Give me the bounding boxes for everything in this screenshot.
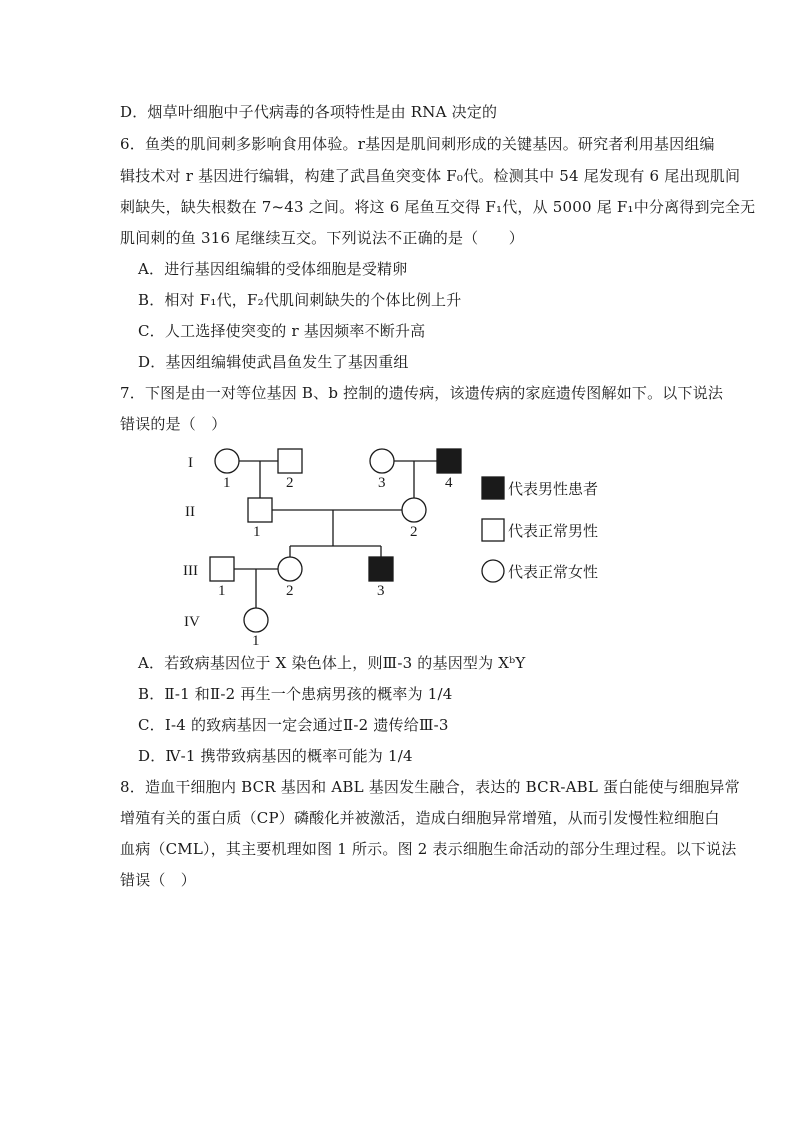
question6-stem-line1: 6．鱼类的肌间刺多影响食用体验。r基因是肌间刺形成的关键基因。研究者利用基因组编: [120, 135, 715, 153]
individual-II-1-male: [248, 498, 272, 522]
individual-IV-1-female: [244, 608, 268, 632]
legend-normal-male-label: 代表正常男性: [508, 522, 599, 540]
generation-label-I: I: [188, 455, 193, 471]
question7-stem-line1: 7．下图是由一对等位基因 B、b 控制的遗传病，该遗传病的家庭遗传图解如下。以下说法: [120, 384, 724, 402]
question8-stem-line4: 错误（ ）: [120, 871, 197, 889]
legend-normal-male-symbol: [482, 519, 504, 541]
question8-stem-line1: 8．造血干细胞内 BCR 基因和 ABL 基因发生融合，表达的 BCR-ABL 蛋白能使与细胞异常: [120, 778, 740, 796]
legend-affected-male-symbol: [482, 477, 504, 499]
question7-option-d: D．Ⅳ-1 携带致病基因的概率可能为 1/4: [138, 747, 413, 765]
individual-number: 1: [252, 633, 260, 649]
legend-affected-male-label: 代表男性患者: [508, 480, 599, 498]
individual-number: 4: [445, 475, 453, 491]
legend-normal-female-symbol: [482, 560, 504, 582]
individual-I-1-female: [215, 449, 239, 473]
generation-label-IV: IV: [184, 614, 200, 630]
question6-option-b: B．相对 F₁代，F₂代肌间刺缺失的个体比例上升: [138, 291, 462, 309]
question6-stem-line3: 刺缺失，缺失根数在 7~43 之间。将这 6 尾鱼互交得 F₁代，从 5000 尾 F₁中分离得到完全无: [120, 198, 756, 216]
generation-label-II: II: [185, 504, 195, 520]
question6-stem-line2: 辑技术对 r 基因进行编辑，构建了武昌鱼突变体 F₀代。检测其中 54 尾发现有 6 尾出现肌间: [120, 167, 741, 185]
individual-number: 1: [223, 475, 231, 491]
individual-number: 2: [286, 583, 294, 599]
question6-option-a: A．进行基因组编辑的受体细胞是受精卵: [138, 260, 408, 278]
legend-normal-female-label: 代表正常女性: [508, 563, 599, 581]
individual-III-1-male: [210, 557, 234, 581]
question7-stem-line2: 错误的是（ ）: [120, 415, 227, 433]
individual-number: 3: [378, 475, 386, 491]
pedigree-chart: [170, 440, 640, 650]
question7-option-c: C．I-4 的致病基因一定会通过Ⅱ-2 遗传给Ⅲ-3: [138, 716, 449, 734]
question6-stem-line4: 肌间刺的鱼 316 尾继续互交。下列说法不正确的是（ ）: [120, 229, 524, 247]
question6-option-c: C．人工选择使突变的 r 基因频率不断升高: [138, 322, 426, 340]
question5-option-d: D．烟草叶细胞中子代病毒的各项特性是由 RNA 决定的: [120, 103, 498, 121]
generation-label-III: III: [183, 563, 198, 579]
individual-number: 2: [286, 475, 294, 491]
question6-option-d: D．基因组编辑使武昌鱼发生了基因重组: [138, 353, 409, 371]
individual-I-4-affected-male: [437, 449, 461, 473]
individual-II-2-female: [402, 498, 426, 522]
individual-III-2-female: [278, 557, 302, 581]
individual-number: 1: [218, 583, 226, 599]
individual-I-2-male: [278, 449, 302, 473]
individual-I-3-female: [370, 449, 394, 473]
question7-option-a: A．若致病基因位于 X 染色体上，则Ⅲ-3 的基因型为 XᵇY: [138, 654, 526, 672]
question8-stem-line2: 增殖有关的蛋白质（CP）磷酸化并被激活，造成白细胞异常增殖，从而引发慢性粒细胞白: [120, 809, 720, 827]
individual-number: 1: [253, 524, 261, 540]
question7-option-b: B．Ⅱ-1 和Ⅱ-2 再生一个患病男孩的概率为 1/4: [138, 685, 453, 703]
individual-number: 3: [377, 583, 385, 599]
question8-stem-line3: 血病（CML），其主要机理如图 1 所示。图 2 表示细胞生命活动的部分生理过程。以下说法: [120, 840, 737, 858]
individual-number: 2: [410, 524, 418, 540]
individual-III-3-affected-male: [369, 557, 393, 581]
